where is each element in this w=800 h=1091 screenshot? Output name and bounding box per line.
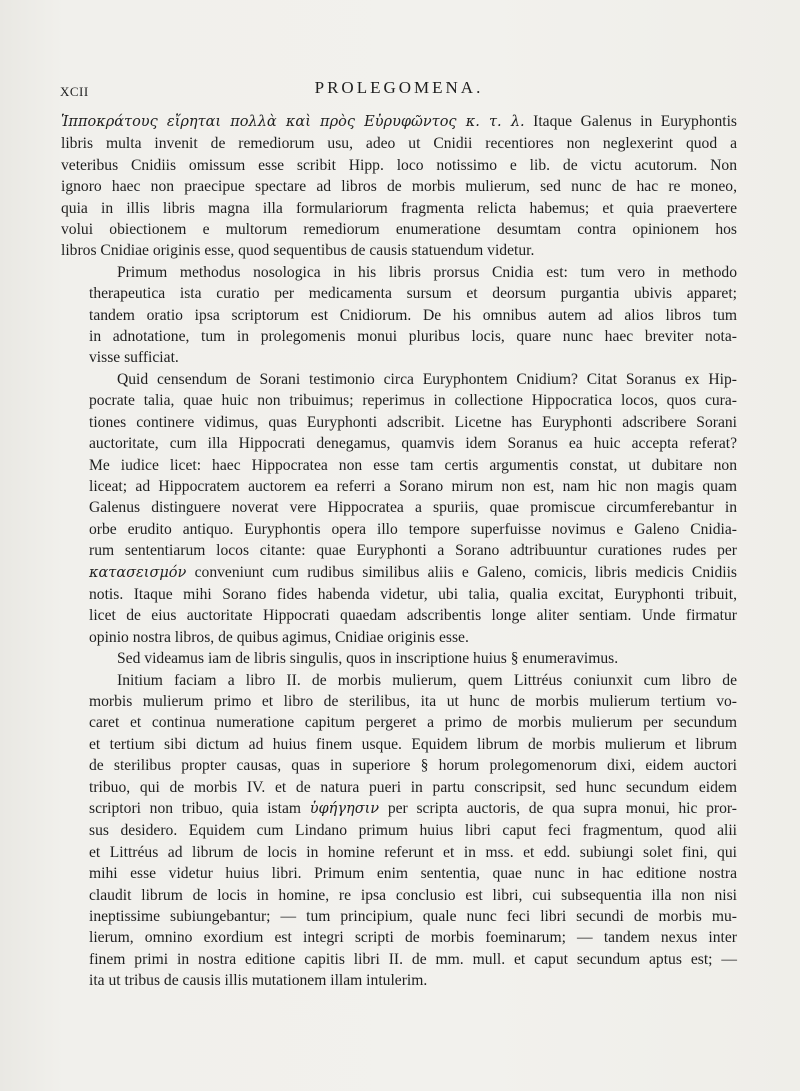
text-line [61,755,737,776]
line-text: caret et continua numeratione capitum pergeret a primo de morbis mulierum per secundum [89,714,737,732]
text-line [61,627,737,648]
text-line [61,476,737,497]
text-line [61,670,737,691]
text-line [61,820,737,841]
line-text: Me iudice licet: haec Hippocratea non esse tam certis argumentis constat, ut dubitare non [89,456,737,474]
line-text: opinio nostra libros, de quibus agimus, Cnidiae originis esse. [89,628,469,646]
text-line [61,347,737,368]
text-line [61,412,737,433]
text-line [61,906,737,927]
text-line [61,305,737,326]
text-line [61,949,737,970]
text-line [61,326,737,347]
line-text: libris multa invenit de remediorum usu, adeo ut Cnidii recentiores non neglexerint quod a [61,135,737,153]
text-line [61,798,737,820]
greek-phrase: κατασεισμόν [89,564,187,581]
line-text: morbis mulierum primo et libro de sterilibus, ita ut hunc de morbis mulierum tertium vo- [89,692,737,710]
line-text: notis. Itaque mihi Sorano fides habenda videtur, ubi talia, qualia excitat, Euryphonti tribuit, [89,585,737,603]
line-text: therapeutica ista curatio per medicamenta sursum et deorsum purgantia ubivis apparet; [89,285,737,303]
line-text: ignoro haec non praecipue spectare ad libros de morbis mulierum, sed nunc de hac re moneo, [61,178,737,196]
text-line [61,455,737,476]
line-text: auctoritate, cum illa Hippocrati denegamus, quamvis idem Soranus ea huic accepta referat? [89,435,737,453]
line-text: ineptissime subiungebantur; — tum principium, quale nunc feci libri secundi de morbis mu- [89,908,737,926]
line-text: Primum methodus nosologica in his libris prorsus Cnidia est: tum vero in methodo [117,263,737,281]
paragraph [61,670,737,992]
text-line [61,219,737,240]
line-text: Itaque Galenus in Euryphontis [524,113,737,130]
text-line [61,283,737,304]
line-text: finem primi in nostra editione capitis libri II. de mm. mull. et caput secundum aptus est; — [89,950,737,968]
text-line [61,605,737,626]
text-line [61,176,737,197]
line-text: orbe erudito antiquo. Euryphontis opera illo tempore superfuisse novimus e Galeno Cnidia- [89,520,737,538]
text-line [61,885,737,906]
text-line [61,927,737,948]
text-line [61,734,737,755]
line-text: conveniunt cum rudibus similibus aliis e Galeno, comicis, libris medicis Cnidiis [186,563,737,581]
line-text: lierum, omnino exordium est integri scripti de morbis foeminarum; — tandem nexus inter [89,929,737,947]
text-line [61,540,737,561]
line-text: Galenus distinguere noverat vere Hippocratea a spuriis, quae promiscue circumferebantur in [89,499,737,517]
line-text: visse sufficiat. [89,349,179,367]
line-text: sus desidero. Equidem cum Lindano primum huius libri caput feci fragmentum, quod alii [89,822,737,840]
line-text: quia in illis libris magna illa formulariorum fragmenta relicta habemus; et quia praevertere [61,199,737,217]
line-text: rum sententiarum locos citante: quae Euryphonti a Sorano adtribuuntur curationes rudes per [89,542,737,560]
line-text: tiones continere vidimus, quas Euryphonti adscribit. Licetne has Euryphonti adscribere Sorani [89,413,737,431]
paragraph [61,262,737,369]
line-text: de sterilibus propter causas, quas in superiore § horum prolegomenorum dixi, eidem auctori [89,757,737,775]
text-line [61,712,737,733]
line-text: claudit librum de locis in homine, re ipsa conclusio est libri, cui subsequentia illa non nisi [89,886,737,904]
line-text: in adnotatione, tum in prolegomenis monui pluribus locis, quare nunc haec breviter nota- [89,328,737,346]
line-text: mihi esse videtur huius libri. Primum enim sententia, quae nunc in hac editione nostra [89,865,737,883]
line-text: liceat; ad Hippocratem auctorem ea referri a Sorano mirum non est, nam hic non magis quam [89,477,737,495]
paragraph [61,111,737,262]
text-line [61,240,737,261]
text-line [61,777,737,798]
line-text: veteribus Cnidiis omissum esse scribit Hipp. loco notissimo e lib. de victu acutorum. Non [61,156,737,174]
text-line [61,111,737,133]
paragraph [61,369,737,648]
text-line [61,133,737,154]
line-text: et Littréus ad librum de locis in homine referunt et in mss. et edd. subiungi solet fini, qui [89,843,737,861]
text-line [61,562,737,584]
line-text: ita ut tribus de causis illis mutationem illam intulerim. [89,972,428,990]
running-head [60,78,738,104]
text-line [61,262,737,283]
line-text: scriptori non tribuo, quia istam [89,800,310,817]
line-text: tandem oratio ipsa scriptorum est Cnidiorum. De his omnibus autem ad alios libros tum [89,306,737,324]
text-line [61,390,737,411]
text-line [61,198,737,219]
page-title: PROLEGOMENA. [314,78,484,97]
line-text: Initium faciam a libro II. de morbis mulierum, quem Littréus coniunxit cum libro de [117,671,737,689]
greek-phrase: ὑφήγησιν [309,801,380,817]
paragraph [61,648,737,669]
text-line [61,691,737,712]
line-text: volui obiectionem e multorum remediorum enumeratione desumtam contra opinionem hos [61,221,737,239]
text-line [61,369,737,390]
line-text: Quid censendum de Sorani testimonio circa Euryphontem Cnidium? Citat Soranus ex Hip- [117,370,737,388]
greek-phrase: Ἱπποκράτους εἴρηται πολλὰ καὶ πρὸς Εὐρυφῶντος κ. τ. λ. [61,114,525,130]
page-number: XCII [60,84,89,99]
text-line [61,584,737,605]
line-text: licet de eius auctoritate Hippocrati quaedam adscribentis longe aliter sentiam. Unde firmatur [89,607,737,625]
text-line [61,497,737,518]
text-line [61,648,737,669]
text-line [61,433,737,454]
line-text: tribuo, qui de morbis IV. et de natura pueri in partu conscripsit, sed hunc secundum eidem [89,778,737,796]
text-line [61,863,737,884]
line-text: per scripta auctoris, de qua supra monui, hic pror- [379,800,737,817]
text-line [61,519,737,540]
body-text [61,111,737,992]
line-text: Sed videamus iam de libris singulis, quos in inscriptione huius § enumeravimus. [117,650,619,668]
text-line [61,842,737,863]
line-text: pocrate talia, quae huic non tribuimus; reperimus in collectione Hippocratica locos, quos cura- [89,392,737,410]
text-line [61,970,737,991]
line-text: libros Cnidiae originis esse, quod sequentibus de causis statuendum videtur. [61,242,535,260]
line-text: et tertium sibi dictum ad huius finem usque. Equidem librum de morbis mulierum et librum [89,735,737,753]
text-line [61,155,737,176]
